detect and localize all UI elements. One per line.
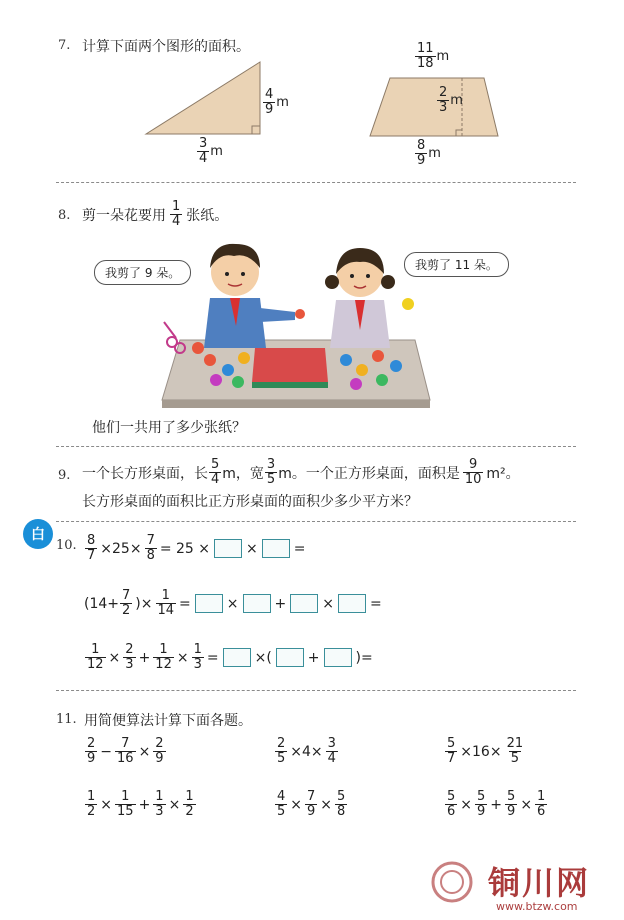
- answer-box[interactable]: [324, 648, 352, 667]
- triangle-figure: [140, 56, 270, 138]
- q7-text: 计算下面两个图形的面积。: [82, 39, 250, 55]
- triangle-base-label: $\frac{3}{4}$ m: [199, 136, 223, 166]
- q10-number: 10.: [56, 538, 77, 553]
- divider: [56, 182, 576, 183]
- watermark: [430, 856, 610, 916]
- q10-row3: $\frac{1}{12}$ × $\frac{2}{3}$ + $\frac{1}{12}$ × $\frac{1}{3}$ = ×( + )=: [87, 642, 373, 672]
- q9-text-line2: 长方形桌面的面积比正方形桌面的面积少多少平方米？: [82, 494, 418, 510]
- q7-number: 7.: [58, 38, 71, 53]
- divider: [56, 446, 576, 447]
- q11-text: 用简便算法计算下面各题。: [84, 713, 252, 729]
- answer-box[interactable]: [214, 539, 242, 558]
- divider: [56, 521, 576, 522]
- q10-row2: (14+ $\frac{7}{2}$ )× $\frac{1}{14}$ = × + × =: [84, 588, 382, 618]
- trapezoid-figure: [368, 74, 502, 140]
- children-cutting-flowers-illustration: [150, 230, 450, 410]
- answer-box[interactable]: [262, 539, 290, 558]
- answer-box[interactable]: [338, 594, 366, 613]
- speech-bubble-boy: 我剪了 9 朵。: [94, 260, 191, 285]
- watermark-url: www.btzw.com: [496, 900, 578, 913]
- q9-text-line1: 一个长方形桌面，长 $\frac{5}{4}$ m，宽 $\frac{3}{5}$ m。一个正方形桌面，面积是 $\frac{9}{10}$ m²。: [82, 457, 520, 487]
- trapezoid-height-label: $\frac{2}{3}$ m: [439, 85, 463, 115]
- trapezoid-top-label: $\frac{11}{18}$ m: [417, 41, 450, 71]
- answer-box[interactable]: [223, 648, 251, 667]
- answer-box[interactable]: [290, 594, 318, 613]
- q8-number: 8.: [58, 208, 71, 223]
- q11-expr-1: $\frac{2}{9}$ − $\frac{7}{16}$ × $\frac{2}{9}$: [87, 736, 164, 766]
- q11-expr-4: $\frac{1}{2}$ × $\frac{1}{15}$ + $\frac{1}{3}$ × $\frac{1}{2}$: [87, 789, 194, 819]
- triangle-height-label: $\frac{4}{9}$ m: [265, 87, 289, 117]
- trapezoid-bottom-label: $\frac{8}{9}$ m: [417, 138, 441, 168]
- q11-expr-5: $\frac{4}{5}$ × $\frac{7}{9}$ × $\frac{5}{8}$: [277, 789, 346, 819]
- q11-expr-2: $\frac{2}{5}$ ×4× $\frac{3}{4}$: [277, 736, 336, 766]
- seal-icon: [430, 860, 474, 904]
- divider: [56, 690, 576, 691]
- bookmark-icon: 白: [31, 527, 45, 543]
- q8-question: 他们一共用了多少张纸？: [92, 420, 246, 436]
- watermark-title: 铜川网: [488, 864, 591, 902]
- answer-box[interactable]: [243, 594, 271, 613]
- bookmark-badge[interactable]: [23, 519, 53, 549]
- q11-expr-6: $\frac{5}{6}$ × $\frac{5}{9}$ + $\frac{5}{9}$ × $\frac{1}{6}$: [447, 789, 546, 819]
- speech-bubble-girl: 我剪了 11 朵。: [404, 252, 509, 277]
- q9-number: 9.: [58, 468, 71, 483]
- q10-row1: $\frac{8}{7}$ ×25× $\frac{7}{8}$ = 25 × × =: [87, 533, 306, 563]
- q11-number: 11.: [56, 712, 77, 727]
- q8-text: 剪一朵花要用 $\frac{1}{4}$ 张纸。: [82, 199, 229, 229]
- answer-box[interactable]: [276, 648, 304, 667]
- answer-box[interactable]: [195, 594, 223, 613]
- q11-expr-3: $\frac{5}{7}$ ×16× $\frac{21}{5}$: [447, 736, 524, 766]
